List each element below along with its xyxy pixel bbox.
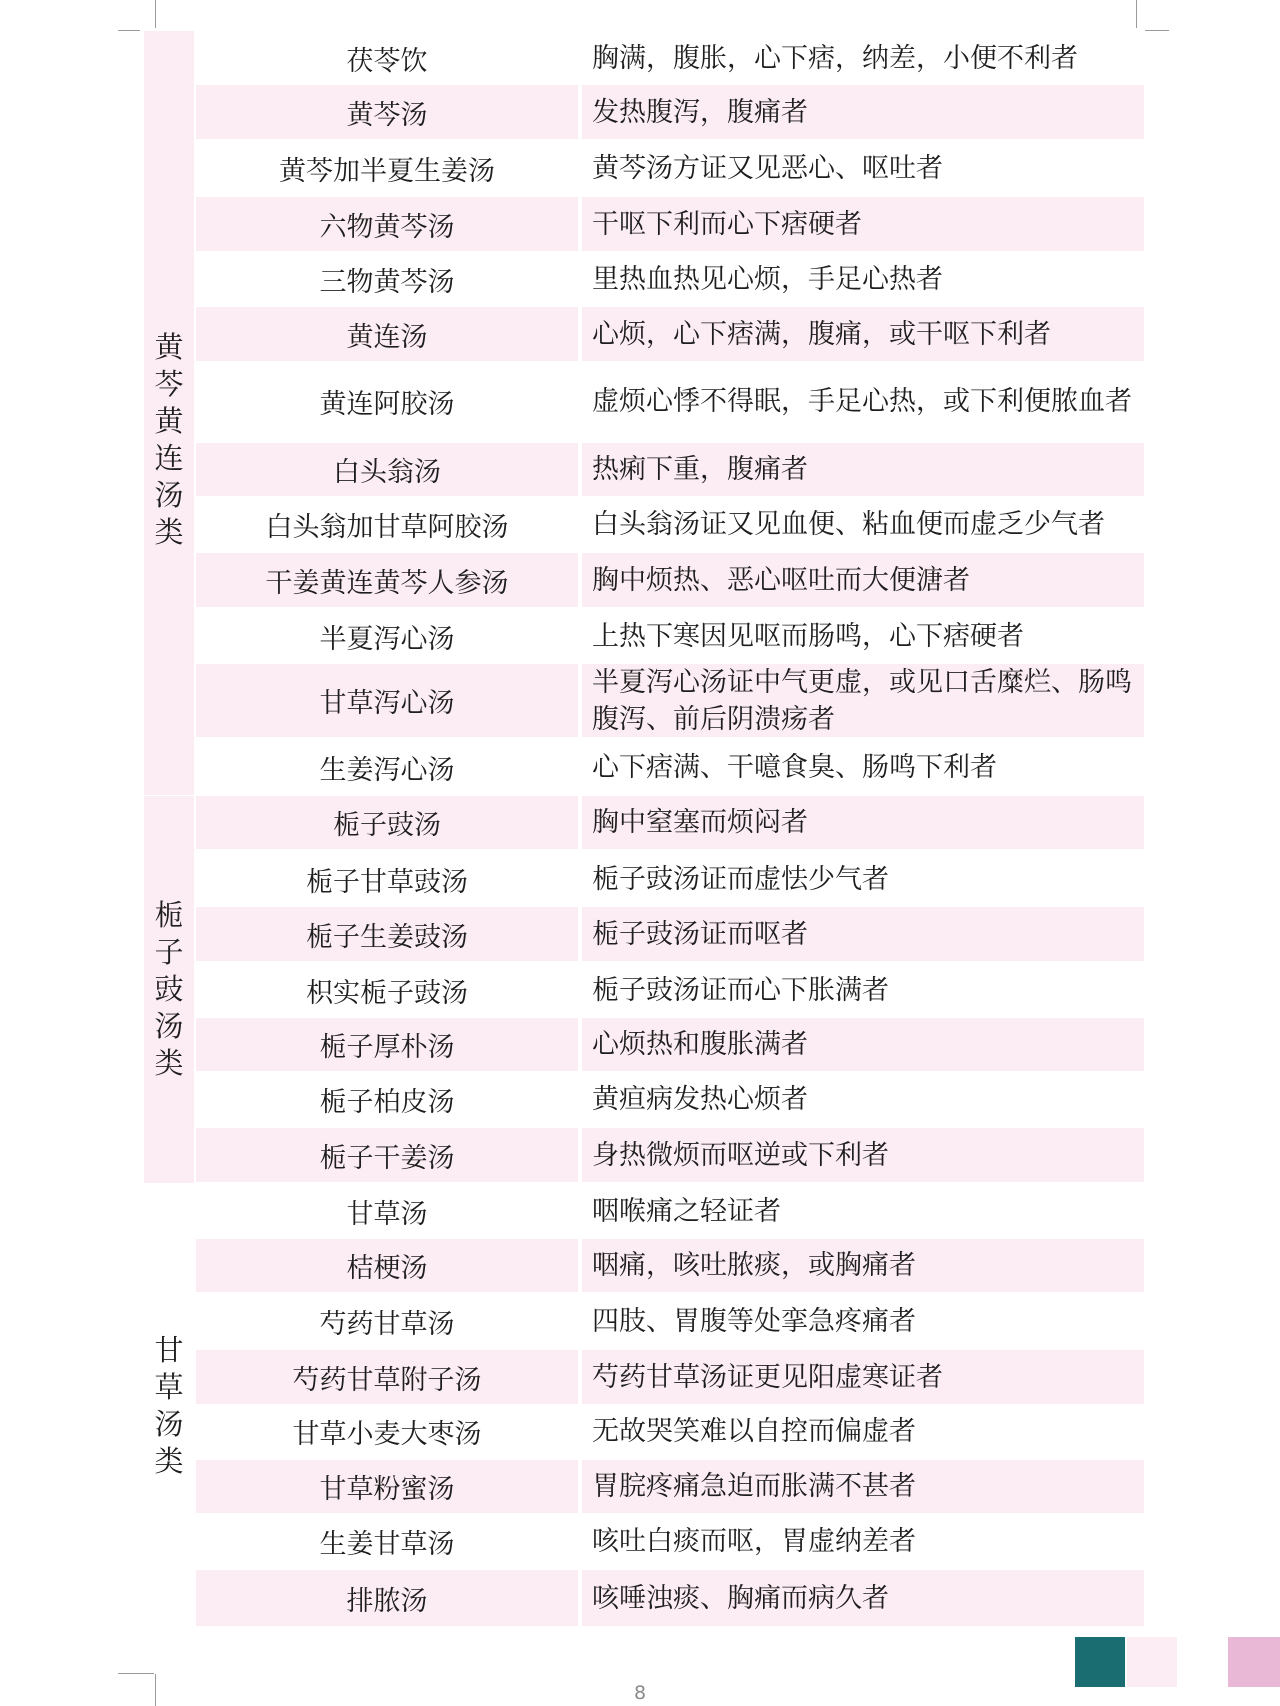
formula-indication: 黄芩汤方证又见恶心、呕吐者	[592, 152, 943, 184]
formula-name: 黄连汤	[196, 307, 578, 361]
formula-name: 黄芩汤	[196, 85, 578, 139]
formula-indication: 咽喉痛之轻证者	[592, 1195, 781, 1227]
formula-name: 黄芩加半夏生姜汤	[279, 155, 495, 187]
formula-name: 白头翁加甘草阿胶汤	[265, 511, 509, 543]
formula-indication: 心烦热和腹胀满者	[582, 1018, 1144, 1071]
formula-indication: 栀子豉汤证而心下胀满者	[592, 974, 889, 1006]
formula-name: 茯苓饮	[346, 45, 428, 77]
formula-name: 干姜黄连黄芩人参汤	[196, 553, 578, 607]
color-swatch-teal	[1075, 1637, 1125, 1687]
formula-name: 黄连阿胶汤	[319, 389, 455, 420]
formula-indication: 白头翁汤证又见血便、粘血便而虚乏少气者	[592, 508, 1105, 540]
formula-name: 栀子豉汤	[196, 796, 578, 849]
formula-name: 甘草小麦大枣汤	[292, 1419, 482, 1450]
formula-name: 栀子甘草豉汤	[306, 866, 468, 898]
formula-name: 排脓汤	[196, 1570, 578, 1626]
formula-indication: 干呕下利而心下痞硬者	[582, 197, 1144, 251]
formula-name: 甘草粉蜜汤	[196, 1460, 578, 1513]
formula-indication: 黄疸病发热心烦者	[592, 1084, 808, 1115]
formula-name: 栀子柏皮汤	[319, 1087, 455, 1118]
formula-indication: 胃脘疼痛急迫而胀满不甚者	[582, 1460, 1144, 1513]
formula-indication: 身热微烦而呕逆或下利者	[582, 1128, 1144, 1182]
formula-name: 栀子干姜汤	[196, 1128, 578, 1182]
page-number: 8	[633, 1682, 647, 1704]
group-cell	[144, 796, 194, 1183]
formula-indication: 半夏泻心汤证中气更虚，或见口舌糜烂、肠鸣腹泻、前后阴溃疡者	[582, 664, 1144, 737]
crop-mark-bottom-left-v	[155, 1674, 156, 1706]
group-cell	[144, 85, 194, 795]
formula-indication: 栀子豉汤证而呕者	[582, 907, 1144, 961]
crop-mark-top-left-v	[155, 0, 156, 28]
formula-name: 三物黄芩汤	[319, 266, 455, 298]
crop-mark-top-left-h	[118, 30, 140, 31]
formula-name: 栀子厚朴汤	[196, 1018, 578, 1071]
formula-name: 生姜泻心汤	[319, 754, 455, 786]
formula-indication: 发热腹泻，腹痛者	[582, 85, 1144, 139]
crop-mark-bottom-left-h	[118, 1673, 154, 1674]
formula-indication: 栀子豉汤证而虚怯少气者	[592, 863, 889, 895]
formula-indication: 咽痛，咳吐脓痰，或胸痛者	[582, 1239, 1144, 1292]
formula-name: 芍药甘草汤	[319, 1308, 455, 1340]
crop-mark-top-right-h	[1145, 30, 1169, 31]
formula-name: 生姜甘草汤	[319, 1529, 455, 1560]
formula-name: 芍药甘草附子汤	[196, 1350, 578, 1404]
formula-indication: 无故哭笑难以自控而偏虚者	[592, 1416, 916, 1447]
formula-name: 栀子生姜豉汤	[196, 907, 578, 961]
formula-indication: 里热血热见心烦，手足心热者	[592, 263, 943, 295]
color-swatch-light-pink	[1127, 1637, 1177, 1687]
formula-indication: 胸中烦热、恶心呕吐而大便溏者	[582, 553, 1144, 607]
formula-indication: 咳唾浊痰、胸痛而病久者	[582, 1570, 1144, 1626]
formula-name: 白头翁汤	[196, 443, 578, 496]
formula-name: 桔梗汤	[196, 1239, 578, 1292]
group-cell	[144, 1184, 194, 1627]
formula-indication: 芍药甘草汤证更见阳虚寒证者	[582, 1350, 1144, 1404]
formula-indication: 心下痞满、干噫食臭、肠鸣下利者	[592, 751, 997, 783]
formula-indication: 胸中窒塞而烦闷者	[582, 796, 1144, 849]
group-label: 黄芩黄连汤类	[154, 330, 184, 549]
formula-name: 甘草泻心汤	[196, 664, 578, 737]
formula-name: 六物黄芩汤	[196, 197, 578, 251]
formula-indication: 胸满，腹胀，心下痞，纳差，小便不利者	[592, 42, 1078, 74]
formula-name: 甘草汤	[346, 1198, 428, 1230]
formula-indication: 热痢下重，腹痛者	[582, 443, 1144, 496]
formula-name: 半夏泻心汤	[319, 623, 455, 655]
formula-indication: 虚烦心悸不得眠，手足心热，或下利便脓血者	[592, 386, 1132, 417]
formula-indication: 上热下寒因见呕而肠鸣，心下痞硬者	[592, 620, 1024, 652]
color-swatch-pink	[1228, 1637, 1280, 1687]
formula-indication: 心烦，心下痞满，腹痛，或干呕下利者	[582, 307, 1144, 361]
group-label: 甘草汤类	[154, 1332, 184, 1478]
crop-mark-top-right-v	[1136, 0, 1137, 28]
group-cell	[144, 31, 194, 86]
formula-name: 枳实栀子豉汤	[306, 977, 468, 1009]
formula-indication: 四肢、胃腹等处挛急疼痛者	[592, 1305, 916, 1337]
formula-indication: 咳吐白痰而呕，胃虚纳差者	[592, 1526, 916, 1557]
group-label: 栀子豉汤类	[154, 898, 184, 1080]
